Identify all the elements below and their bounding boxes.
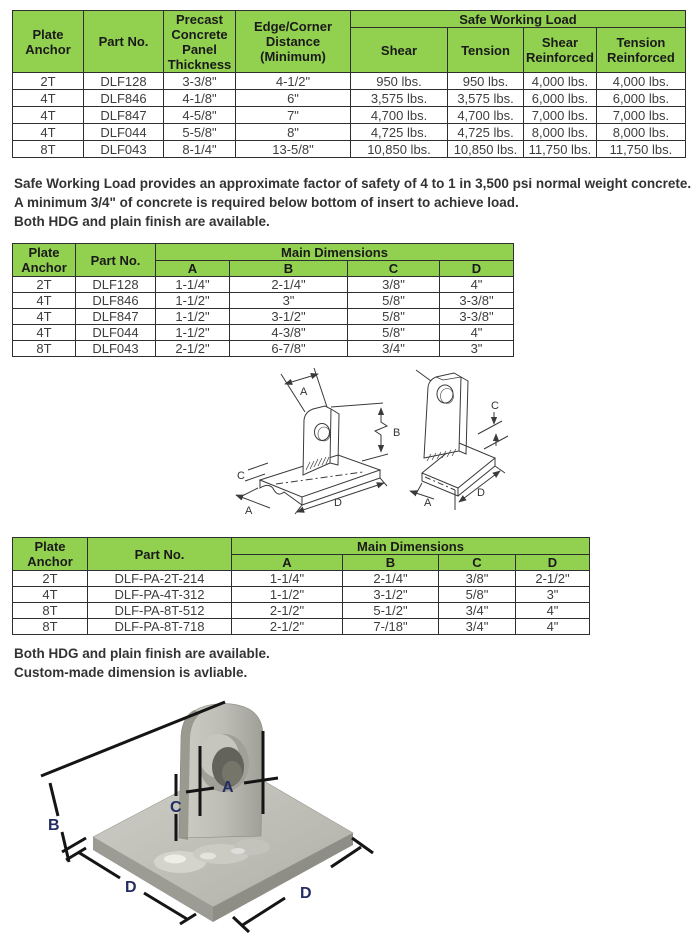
col-header-part-no: Part No. xyxy=(84,11,164,73)
cell: DLF846 xyxy=(76,293,156,309)
main-dimensions-table-dlf xyxy=(12,243,514,357)
cell: 3-3/8" xyxy=(440,293,514,309)
cell: 8T xyxy=(13,619,88,635)
cell: 2-1/2" xyxy=(232,619,343,635)
cell: 4-1/2" xyxy=(236,73,351,90)
table-row xyxy=(13,341,514,357)
cell: 6,000 lbs. xyxy=(596,90,685,107)
col-header-panel-thickness: Precast Concrete Panel Thickness xyxy=(164,11,236,73)
photo-label-d-right: D xyxy=(300,885,312,902)
table-row xyxy=(13,141,686,158)
dim-label-c-right: C xyxy=(491,400,499,412)
cell: 3/4" xyxy=(439,619,516,635)
right-isometric-view xyxy=(410,370,508,510)
cell: 7" xyxy=(236,107,351,124)
cell: 3" xyxy=(230,293,348,309)
col-header-plate-anchor: Plate Anchor xyxy=(13,244,76,277)
cell: 2-1/4" xyxy=(230,277,348,293)
cell: 4,725 lbs. xyxy=(448,124,524,141)
cell: 4-1/8" xyxy=(164,90,236,107)
cell: 5-1/2" xyxy=(343,603,439,619)
table-row xyxy=(13,293,514,309)
col-header-tension-reinforced: Tension Reinforced xyxy=(596,28,685,73)
cell: DLF043 xyxy=(76,341,156,357)
group-header-main-dimensions: Main Dimensions xyxy=(156,244,514,261)
cell: 8,000 lbs. xyxy=(524,124,597,141)
table-row xyxy=(13,309,514,325)
col-header-part-no: Part No. xyxy=(88,538,232,571)
group-header-safe-working-load: Safe Working Load xyxy=(351,11,686,28)
cell: 4,700 lbs. xyxy=(351,107,448,124)
table-row xyxy=(13,277,514,293)
cell: 3/8" xyxy=(439,571,516,587)
cell: 3/8" xyxy=(348,277,440,293)
notes-plate-anchor xyxy=(14,644,270,682)
cell: 4,725 lbs. xyxy=(351,124,448,141)
col-header-plate-anchor: Plate Anchor xyxy=(13,11,84,73)
cell: 8T xyxy=(13,603,88,619)
cell: 4,000 lbs. xyxy=(524,73,597,90)
photo-label-b: B xyxy=(48,817,60,834)
cell: 4" xyxy=(516,603,590,619)
cell: 4T xyxy=(13,587,88,603)
cell: 4-3/8" xyxy=(230,325,348,341)
cell: 3" xyxy=(516,587,590,603)
cell: DLF043 xyxy=(84,141,164,158)
cell: 1-1/2" xyxy=(156,309,230,325)
cell: 13-5/8" xyxy=(236,141,351,158)
dim-label-a-bottom: A xyxy=(245,505,253,517)
cell: 2-1/2" xyxy=(232,603,343,619)
cell: 4T xyxy=(13,107,84,124)
col-header-a: A xyxy=(232,555,343,571)
cell: 3/4" xyxy=(439,603,516,619)
cell: 2T xyxy=(13,73,84,90)
note-line: Safe Working Load provides an approximate factor of safety of 4 to 1 in 3,500 psi normal weight concrete. xyxy=(14,176,692,191)
cell: 4T xyxy=(13,293,76,309)
cell: 11,750 lbs. xyxy=(524,141,597,158)
cell: 2T xyxy=(13,277,76,293)
cell: DLF-PA-8T-718 xyxy=(88,619,232,635)
cell: DLF847 xyxy=(76,309,156,325)
cell: 8" xyxy=(236,124,351,141)
cell: 10,850 lbs. xyxy=(448,141,524,158)
table-header-row xyxy=(13,11,686,28)
table-row xyxy=(13,587,590,603)
cell: DLF846 xyxy=(84,90,164,107)
cell: 2-1/4" xyxy=(343,571,439,587)
photo-label-a: A xyxy=(222,779,234,796)
cell: 2-1/2" xyxy=(516,571,590,587)
col-header-part-no: Part No. xyxy=(76,244,156,277)
cell: 1-1/2" xyxy=(232,587,343,603)
cell: 4T xyxy=(13,124,84,141)
cell: 8-1/4" xyxy=(164,141,236,158)
cell: DLF-PA-8T-512 xyxy=(88,603,232,619)
table-row xyxy=(13,107,686,124)
cell: 8T xyxy=(13,141,84,158)
cell: 5/8" xyxy=(348,325,440,341)
cell: DLF128 xyxy=(76,277,156,293)
cell: 7-/18" xyxy=(343,619,439,635)
cell: 3-1/2" xyxy=(230,309,348,325)
cell: 3,575 lbs. xyxy=(351,90,448,107)
cell: 1-1/4" xyxy=(156,277,230,293)
dim-label-a-left: A xyxy=(424,497,432,509)
note-line: Custom-made dimension is avliable. xyxy=(14,665,248,680)
cell: 1-1/4" xyxy=(232,571,343,587)
photo-label-d-left: D xyxy=(125,879,137,896)
dim-label-b: B xyxy=(393,427,401,439)
col-header-edge-distance: Edge/Corner Distance (Minimum) xyxy=(236,11,351,73)
cell: 4" xyxy=(440,325,514,341)
col-header-shear: Shear xyxy=(351,28,448,73)
cell: DLF128 xyxy=(84,73,164,90)
main-dimensions-table-dlf-pa xyxy=(12,537,590,635)
notes-safe-working-load xyxy=(14,174,691,231)
cell: 4T xyxy=(13,309,76,325)
cell: 3-3/8" xyxy=(440,309,514,325)
table-row xyxy=(13,90,686,107)
cell: 1-1/2" xyxy=(156,293,230,309)
table-row xyxy=(13,603,590,619)
cell: DLF-PA-4T-312 xyxy=(88,587,232,603)
table-row xyxy=(13,73,686,90)
anchor-dimension-drawing xyxy=(178,362,543,530)
photo-label-c: C xyxy=(170,799,182,816)
cell: 10,850 lbs. xyxy=(351,141,448,158)
cell: 5/8" xyxy=(348,293,440,309)
col-header-tension: Tension xyxy=(448,28,524,73)
dim-label-d-right: D xyxy=(477,487,485,499)
cell: 4,700 lbs. xyxy=(448,107,524,124)
cell: 3,575 lbs. xyxy=(448,90,524,107)
note-line: A minimum 3/4" of concrete is required below bottom of insert to achieve load. xyxy=(14,195,519,210)
note-line: Both HDG and plain finish are available. xyxy=(14,646,270,661)
cell: DLF044 xyxy=(76,325,156,341)
cell: 1-1/2" xyxy=(156,325,230,341)
cell: DLF-PA-2T-214 xyxy=(88,571,232,587)
table-row xyxy=(13,124,686,141)
cell: 3/4" xyxy=(348,341,440,357)
cell: 7,000 lbs. xyxy=(596,107,685,124)
cell: 6-7/8" xyxy=(230,341,348,357)
dim-label-d-bottom: D xyxy=(334,497,342,509)
cell: 4T xyxy=(13,90,84,107)
cell: 2T xyxy=(13,571,88,587)
cell: 8,000 lbs. xyxy=(596,124,685,141)
col-header-b: B xyxy=(343,555,439,571)
table-row xyxy=(13,571,590,587)
table-header-row xyxy=(13,538,590,555)
safe-working-load-table xyxy=(12,10,686,158)
col-header-c: C xyxy=(348,261,440,277)
cell: 5-5/8" xyxy=(164,124,236,141)
cell: 4" xyxy=(440,277,514,293)
cell: 6,000 lbs. xyxy=(524,90,597,107)
cell: 5/8" xyxy=(439,587,516,603)
cell: 4-5/8" xyxy=(164,107,236,124)
cell: 6" xyxy=(236,90,351,107)
cell: DLF847 xyxy=(84,107,164,124)
note-line: Both HDG and plain finish are available. xyxy=(14,214,270,229)
cell: 7,000 lbs. xyxy=(524,107,597,124)
cell: 4,000 lbs. xyxy=(596,73,685,90)
cell: DLF044 xyxy=(84,124,164,141)
col-header-a: A xyxy=(156,261,230,277)
cell: 2-1/2" xyxy=(156,341,230,357)
col-header-b: B xyxy=(230,261,348,277)
table-row xyxy=(13,325,514,341)
plate-anchor-photo xyxy=(28,686,423,934)
dim-label-c-left: C xyxy=(237,470,245,482)
cell: 4T xyxy=(13,325,76,341)
cell: 11,750 lbs. xyxy=(596,141,685,158)
cell: 4" xyxy=(516,619,590,635)
cell: 5/8" xyxy=(348,309,440,325)
col-header-shear-reinforced: Shear Reinforced xyxy=(524,28,597,73)
col-header-d: D xyxy=(440,261,514,277)
left-isometric-view xyxy=(236,368,400,517)
col-header-c: C xyxy=(439,555,516,571)
cell: 3-3/8" xyxy=(164,73,236,90)
cell: 950 lbs. xyxy=(448,73,524,90)
cell: 950 lbs. xyxy=(351,73,448,90)
cell: 8T xyxy=(13,341,76,357)
table-row xyxy=(13,619,590,635)
cell: 3-1/2" xyxy=(343,587,439,603)
col-header-d: D xyxy=(516,555,590,571)
table-header-row xyxy=(13,244,514,261)
col-header-plate-anchor: Plate Anchor xyxy=(13,538,88,571)
dim-label-a-top: A xyxy=(300,386,308,398)
group-header-main-dimensions: Main Dimensions xyxy=(232,538,590,555)
cell: 3" xyxy=(440,341,514,357)
